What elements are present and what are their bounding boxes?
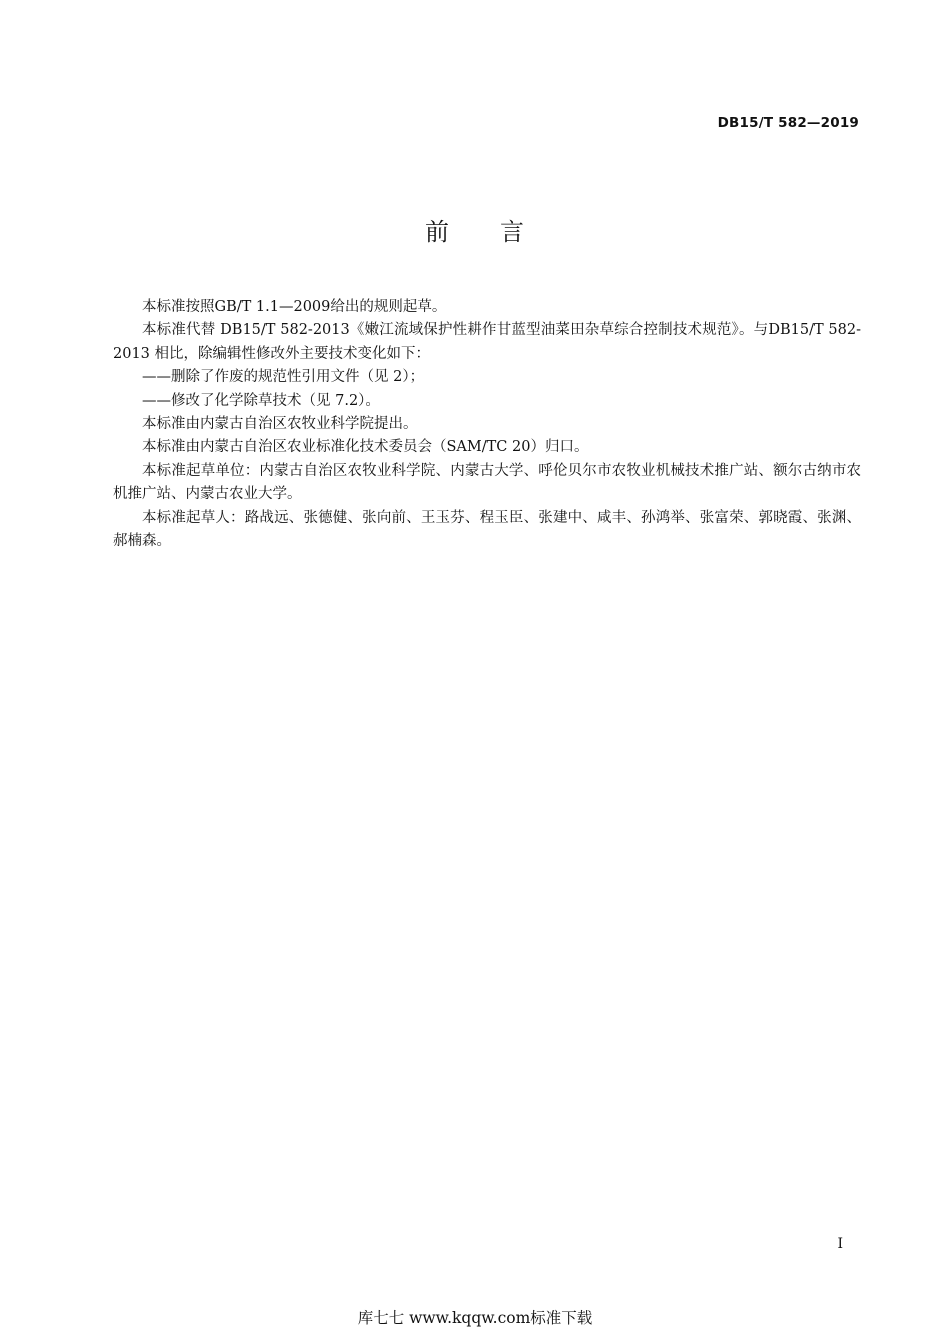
document-code: DB15/T 582—2019 (717, 115, 859, 131)
page-title (0, 212, 950, 247)
paragraph-drafters: 本标准起草人：路战远、张德健、张向前、王玉芬、程玉臣、张建中、咸丰、孙鸿举、张富荣、郭晓霞、张渊、郝楠森。 (113, 509, 861, 550)
paragraph-committee: 本标准由内蒙古自治区农业标准化技术委员会（SAM/TC 20）归口。 (142, 439, 589, 456)
page-number: I (837, 1236, 843, 1252)
footer-watermark-text: 库七七 www.kqqw.com标准下载 (357, 1309, 593, 1327)
paragraph-replacement: 本标准代替 DB15/T 582-2013《嫩江流域保护性耕作甘蓝型油菜田杂草综合控制技术规范》。与DB15/T 582-2013 相比，除编辑性修改外主要技术变化如下： (113, 322, 861, 362)
title-char-1: 前 (425, 218, 450, 246)
paragraph-change-2: ——修改了化学除草技术（见 7.2）。 (142, 392, 380, 409)
paragraph-proposer: 本标准由内蒙古自治区农牧业科学院提出。 (142, 416, 418, 433)
paragraph-drafting-units: 本标准起草单位：内蒙古自治区农牧业科学院、内蒙古大学、呼伦贝尔市农牧业机械技术推广站、额尔古纳市农机推广站、内蒙古农业大学。 (113, 462, 861, 503)
paragraph-change-1: ——删除了作废的规范性引用文件（见 2）； (142, 369, 425, 386)
paragraph-drafting-rules: 本标准按照GB/T 1.1—2009给出的规则起草。 (142, 299, 447, 315)
title-char-2: 言 (500, 218, 525, 246)
foreword-body (113, 296, 861, 553)
